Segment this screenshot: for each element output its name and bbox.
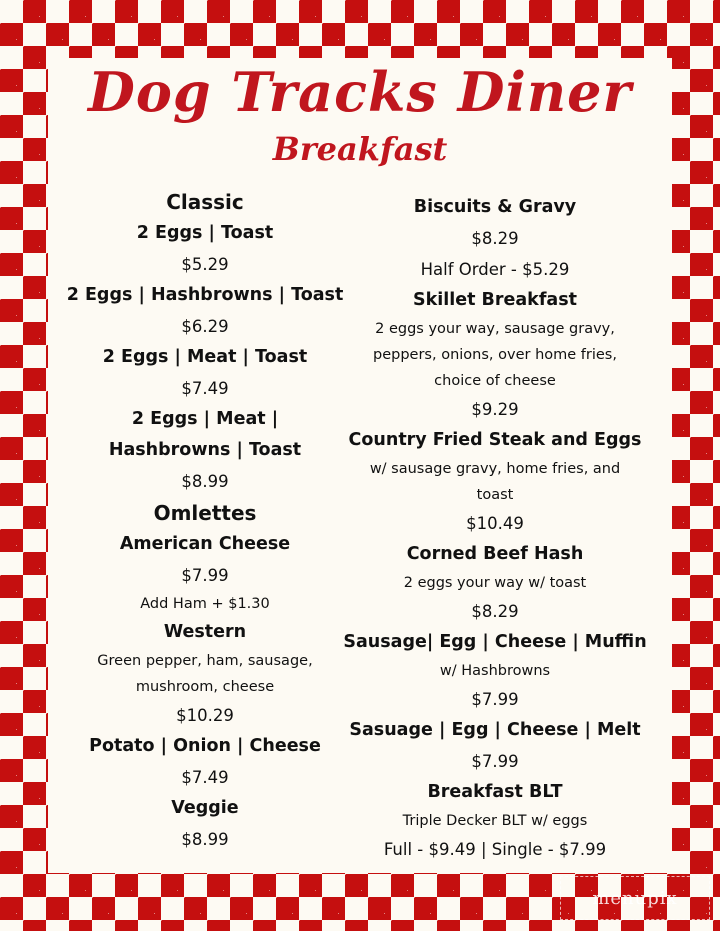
item-name: 2 Eggs | Toast (136, 223, 274, 243)
item-description: mushroom, cheese (135, 679, 275, 695)
item-price: $7.99 (181, 566, 229, 585)
item-price: $7.99 (471, 752, 519, 771)
item-name: Biscuits & Gravy (413, 197, 577, 217)
item-description: toast (476, 487, 514, 503)
item-price: $9.29 (471, 400, 519, 419)
section-heading-omelettes: Omlettes (153, 501, 257, 525)
item-name: Skillet Breakfast (412, 290, 578, 310)
item-price: $8.29 (471, 602, 519, 621)
item-name: Western (163, 622, 247, 642)
item-description: 2 eggs your way, sausage gravy, (375, 321, 615, 337)
item-description: w/ Hashbrowns (439, 663, 551, 679)
item-price: $7.99 (471, 690, 519, 709)
item-price: $10.29 (176, 706, 234, 725)
item-description: peppers, onions, over home fries, (373, 347, 617, 363)
item-name: Hashbrowns | Toast (108, 440, 302, 460)
item-name: Breakfast BLT (427, 782, 563, 802)
item-description: 2 eggs your way w/ toast (403, 575, 587, 591)
item-description: w/ sausage gravy, home fries, and (369, 461, 621, 477)
item-price: Full - $9.49 | Single - $7.99 (383, 840, 607, 859)
item-name: 2 Eggs | Meat | (131, 409, 279, 429)
item-price: $6.29 (181, 317, 229, 336)
item-name: 2 Eggs | Meat | Toast (102, 347, 308, 367)
left-column (60, 186, 350, 855)
item-name: Country Fried Steak and Eggs (348, 430, 642, 450)
item-name: Sausage| Egg | Cheese | Muffin (343, 632, 647, 652)
item-name: Corned Beef Hash (406, 544, 584, 564)
item-name: American Cheese (119, 534, 291, 554)
item-description: Green pepper, ham, sausage, (97, 653, 313, 669)
item-description: Triple Decker BLT w/ eggs (402, 813, 588, 829)
item-price: $7.49 (181, 379, 229, 398)
item-price: $10.49 (466, 514, 524, 533)
restaurant-title: Dog Tracks Diner (87, 60, 632, 124)
item-price: $5.29 (181, 255, 229, 274)
watermark-logo: menupix (560, 876, 710, 920)
item-price: $8.99 (181, 472, 229, 491)
item-name: Potato | Onion | Cheese (89, 736, 321, 756)
item-name: Veggie (171, 798, 239, 818)
item-addon: Add Ham + $1.30 (140, 596, 270, 612)
item-description: choice of cheese (434, 373, 556, 389)
item-price: $7.49 (181, 768, 229, 787)
section-heading-classic: Classic (166, 190, 244, 214)
menu-subtitle: Breakfast (272, 130, 448, 168)
item-price: $8.29 (471, 229, 519, 248)
item-half-order: Half Order - $5.29 (420, 260, 570, 279)
item-price: $8.99 (181, 830, 229, 849)
right-column (340, 192, 650, 865)
item-name: Sasuage | Egg | Cheese | Melt (349, 720, 641, 740)
item-name: 2 Eggs | Hashbrowns | Toast (66, 285, 344, 305)
